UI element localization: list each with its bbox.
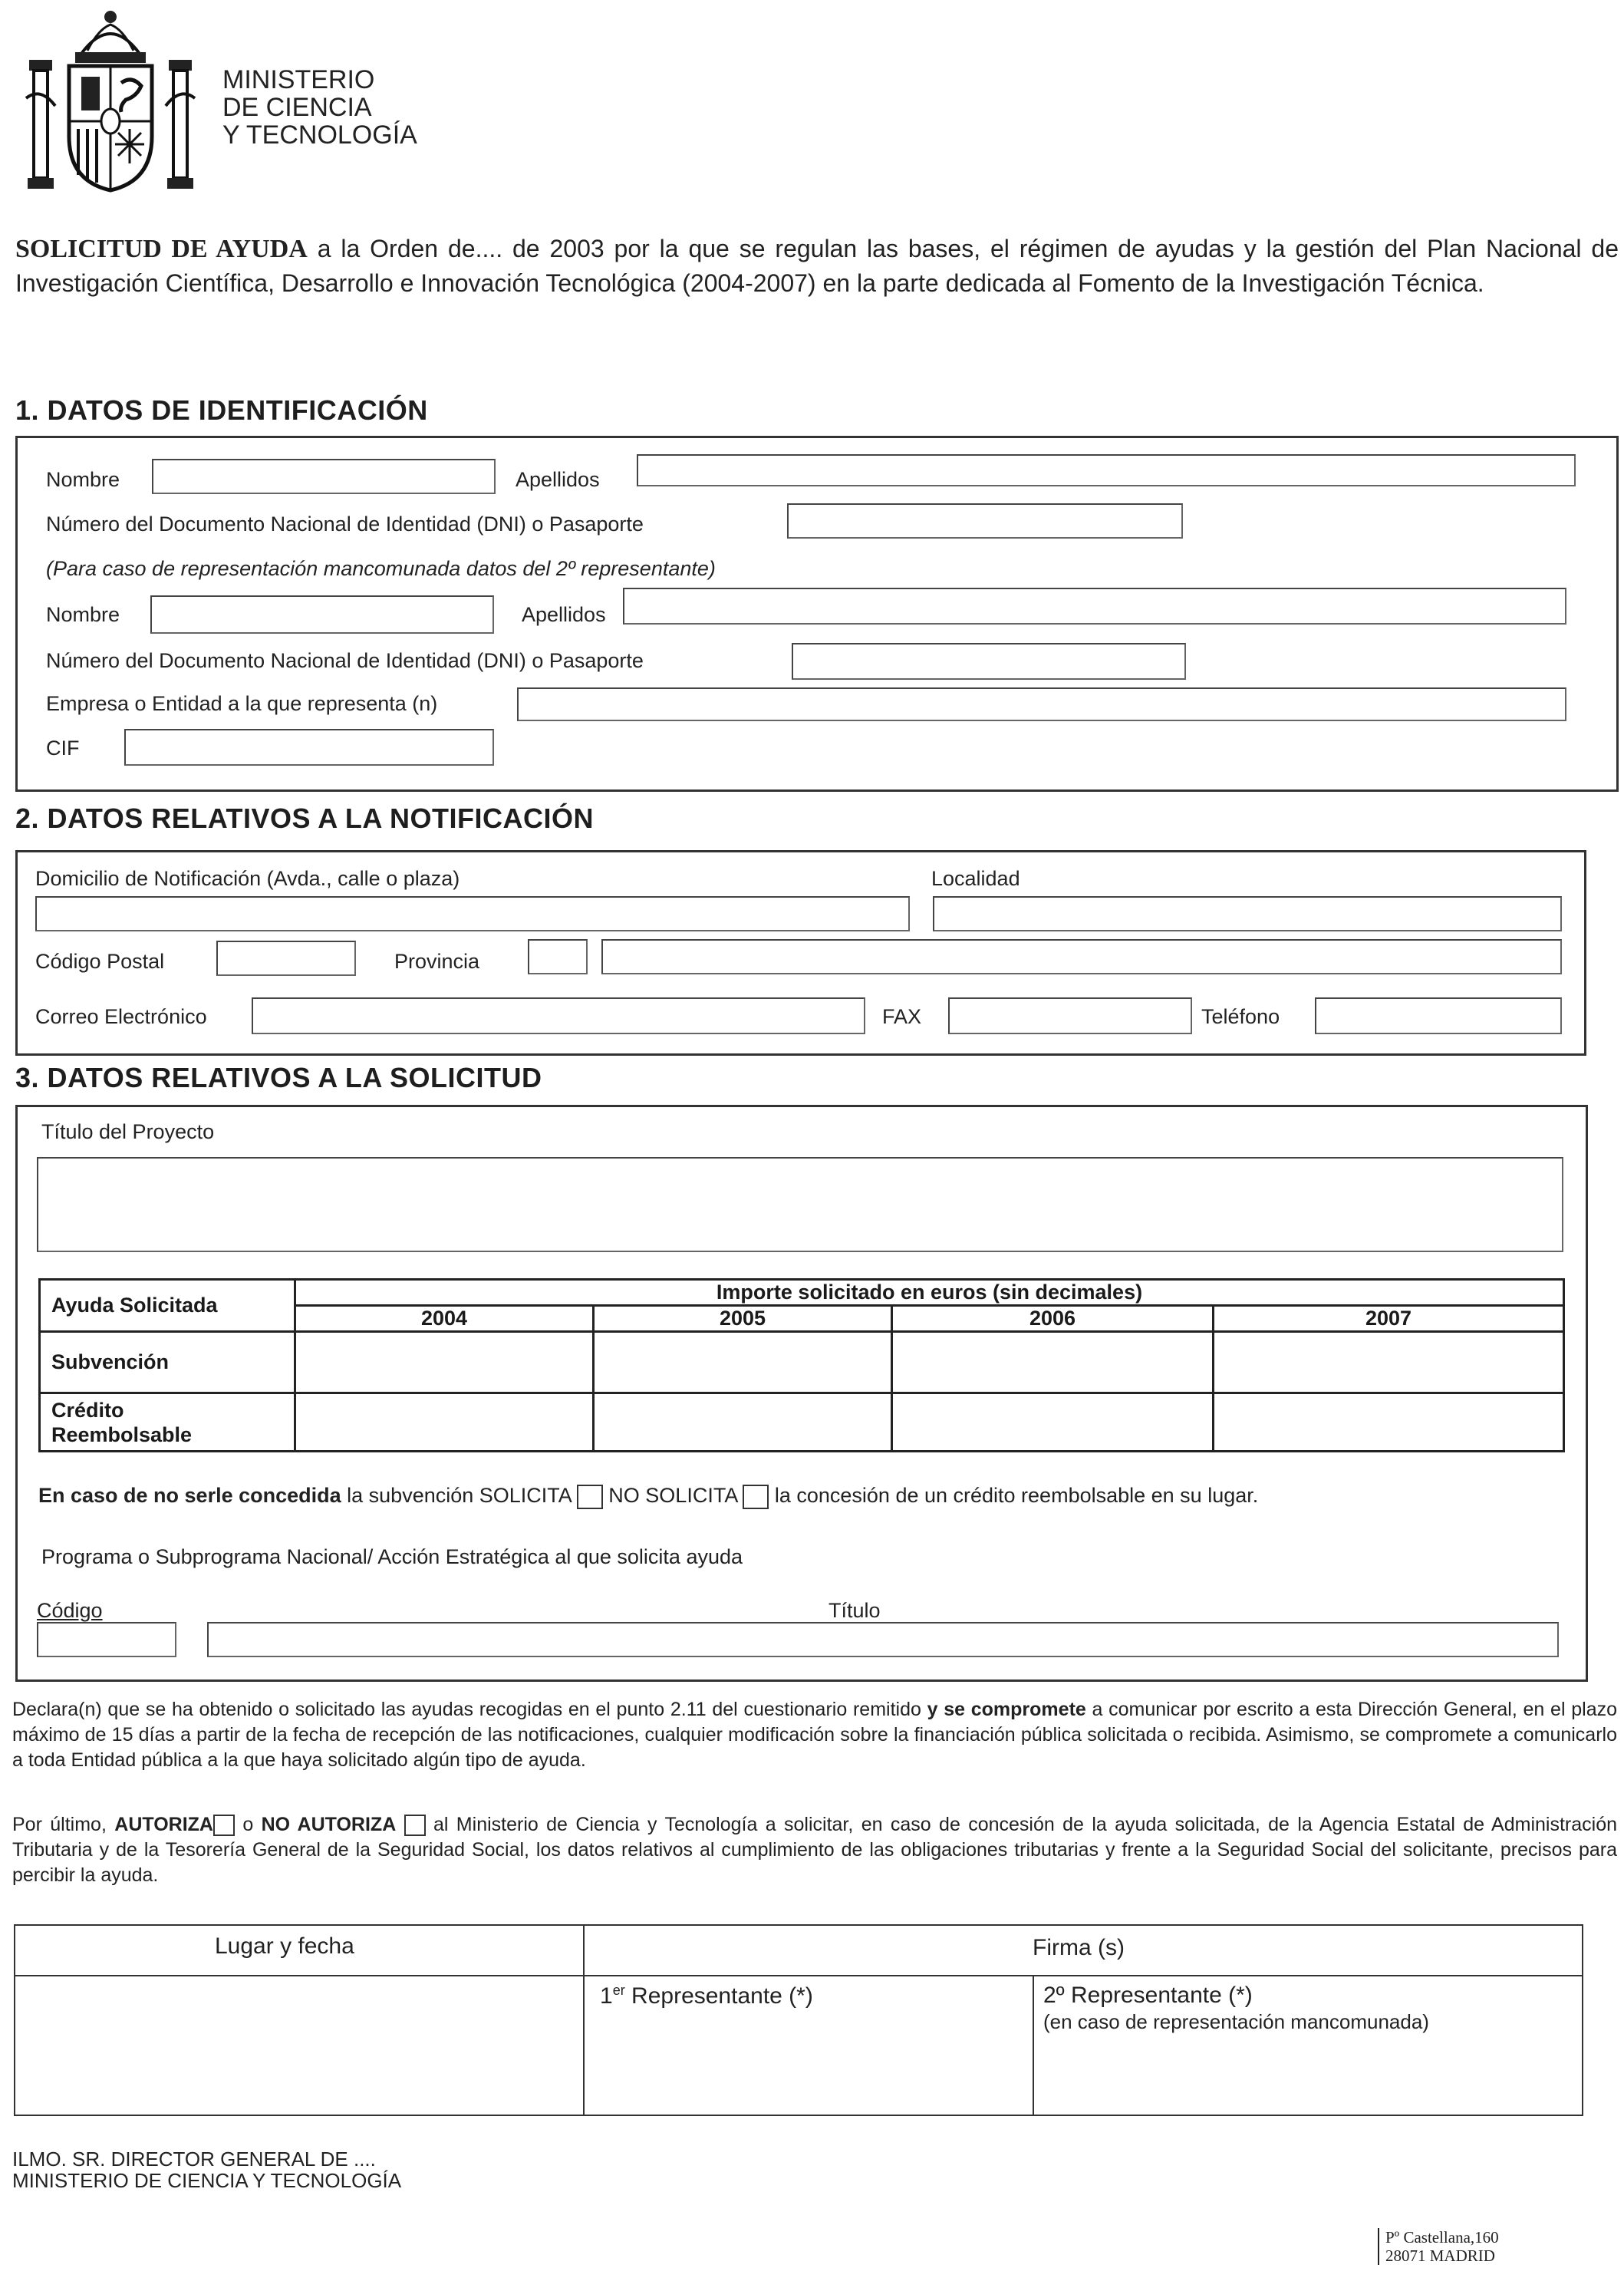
dni-label: Número del Documento Nacional de Identidad (DNI) o Pasaporte	[46, 513, 644, 536]
provincia-field[interactable]	[601, 939, 1562, 974]
apellidos-label: Apellidos	[516, 468, 600, 491]
section-3-title: 3. DATOS RELATIVOS A LA SOLICITUD	[15, 1062, 542, 1093]
titulo-proyecto-label: Título del Proyecto	[41, 1120, 215, 1143]
authorization-text-2: al Ministerio de Ciencia y Tecnología a solicitar, en caso de concesión de la ayuda solicitada, de la Agencia Estatal de Administración Tributaria y de la Tesorería General de la Seguridad Social, los datos relativos al cumplimiento de las obligaciones tributarias y frente a la Seguridad Social del solicitante, precisos para percibir la ayuda.	[12, 1814, 1618, 1886]
nombre-label: Nombre	[46, 468, 120, 491]
email-label: Correo Electrónico	[35, 1005, 207, 1028]
section-2-title: 2. DATOS RELATIVOS A LA NOTIFICACIÓN	[15, 803, 595, 834]
section-1-title: 1. DATOS DE IDENTIFICACIÓN	[15, 394, 428, 426]
ayuda-table	[38, 1278, 1565, 1452]
domicilio-label: Domicilio de Notificación (Avda., calle o plaza)	[35, 867, 460, 890]
year-header-2005: 2005	[594, 1306, 892, 1332]
rep2-signature-field[interactable]	[1036, 2041, 1580, 2113]
subvencion-2004-cell[interactable]	[295, 1332, 594, 1393]
provincia-code-field[interactable]	[528, 939, 588, 974]
titulo-field[interactable]	[207, 1622, 1559, 1657]
empresa-field[interactable]	[517, 687, 1566, 721]
addressee-line-2: MINISTERIO DE CIENCIA Y TECNOLOGÍA	[12, 2169, 402, 2192]
importe-header: Importe solicitado en euros (sin decimales)	[295, 1280, 1564, 1306]
rep1-label	[600, 1983, 813, 2009]
no-concedida-text-2: NO SOLICITA	[602, 1484, 743, 1507]
domicilio-field[interactable]	[35, 896, 910, 931]
no-autoriza-checkbox[interactable]	[404, 1815, 426, 1836]
declaration-paragraph	[12, 1697, 1617, 1773]
rep1-signature-field[interactable]	[586, 2018, 1031, 2113]
provincia-label: Provincia	[394, 950, 480, 973]
nombre2-field[interactable]	[150, 595, 494, 634]
dni-field[interactable]	[787, 503, 1183, 539]
codigo-postal-label: Código Postal	[35, 950, 165, 973]
no-concedida-text-1: la subvención SOLICITA	[341, 1484, 577, 1507]
rep1-text: Representante (*)	[624, 1983, 813, 2009]
declaration-bold: y se compromete	[927, 1699, 1086, 1720]
intro-paragraph	[15, 232, 1619, 300]
credito-2005-cell[interactable]	[594, 1393, 892, 1452]
row-credito-label-text: Crédito Reembolsable	[51, 1398, 193, 1446]
apellidos2-label: Apellidos	[522, 603, 606, 626]
rep1-sup: er	[612, 1983, 625, 1998]
localidad-field[interactable]	[933, 896, 1562, 931]
ministry-name	[222, 66, 417, 149]
no-concedida-text-3: la concesión de un crédito reembolsable en su lugar.	[769, 1484, 1259, 1507]
row-subvencion-label: Subvención	[40, 1332, 295, 1393]
ministry-line-3: Y TECNOLOGÍA	[222, 120, 417, 150]
ministry-line-2: DE CIENCIA	[222, 93, 372, 122]
nombre2-label: Nombre	[46, 603, 120, 626]
authorization-text-1: Por último,	[12, 1814, 115, 1835]
lugar-fecha-field[interactable]	[17, 1978, 581, 2113]
nombre-field[interactable]	[152, 459, 496, 494]
rep2-note: (en caso de representación mancomunada)	[1043, 2010, 1429, 2033]
intro-text: a la Orden de.... de 2003 por la que se regulan las bases, el régimen de ayudas y la gestión del Plan Nacional de Investigación Científica, Desarrollo e Innovación Tecnológica (2004-2007) en la parte dedicada al Fomento de la Investigación Técnica.	[15, 235, 1619, 297]
autoriza-checkbox[interactable]	[213, 1815, 235, 1836]
no-concedida-bold: En caso de no serle concedida	[38, 1484, 341, 1507]
no-solicita-checkbox[interactable]	[743, 1485, 769, 1509]
cif-field[interactable]	[124, 729, 494, 766]
address-line-2: 28071 MADRID	[1385, 2246, 1495, 2265]
address-line-1: Pº Castellana,160	[1385, 2228, 1499, 2246]
second-rep-note: (Para caso de representación mancomunada datos del 2º representante)	[46, 557, 716, 580]
row-credito-label	[40, 1393, 295, 1452]
empresa-label: Empresa o Entidad a la que representa (n)	[46, 692, 438, 715]
ministry-line-1: MINISTERIO	[222, 65, 375, 94]
ayuda-solicitada-header: Ayuda Solicitada	[40, 1280, 295, 1332]
intro-bold: SOLICITUD DE AYUDA	[15, 235, 308, 263]
fax-label: FAX	[882, 1005, 922, 1028]
no-concedida-line	[38, 1484, 1258, 1509]
declaration-text-2: a comunicar por escrito a esta Dirección General, en el plazo máximo de 15 días a partir de la fecha de recepción de las notificaciones, cualquier modificación sobre la financiación pública solicitada o recibida. Asimismo, se compromete a comunicarlo a toda Entidad pública a la que haya solicitado algún tipo de ayuda.	[12, 1699, 1618, 1771]
solicita-checkbox[interactable]	[577, 1485, 603, 1509]
subvencion-2006-cell[interactable]	[892, 1332, 1214, 1393]
lugar-fecha-label: Lugar y fecha	[215, 1933, 354, 1959]
coat-of-arms-logo	[21, 6, 199, 198]
telefono-label: Teléfono	[1201, 1005, 1280, 1028]
autoriza-label: AUTORIZA	[114, 1814, 213, 1835]
addressee-line-1: ILMO. SR. DIRECTOR GENERAL DE ....	[12, 2148, 376, 2171]
localidad-label: Localidad	[931, 867, 1020, 890]
no-autoriza-label: NO AUTORIZA	[261, 1814, 397, 1835]
signature-vdivider	[583, 1924, 585, 2116]
rep1-num: 1	[600, 1983, 613, 2009]
subvencion-2005-cell[interactable]	[594, 1332, 892, 1393]
subvencion-2007-cell[interactable]	[1214, 1332, 1564, 1393]
year-header-2007: 2007	[1214, 1306, 1564, 1332]
authorization-text-o: o	[234, 1814, 262, 1835]
year-header-2004: 2004	[295, 1306, 594, 1332]
declaration-text-1: Declara(n) que se ha obtenido o solicitado las ayudas recogidas en el punto 2.11 del cuestionario remitido	[12, 1699, 927, 1720]
email-field[interactable]	[252, 997, 865, 1034]
codigo-postal-field[interactable]	[216, 941, 356, 976]
programa-label: Programa o Subprograma Nacional/ Acción Estratégica al que solicita ayuda	[41, 1545, 743, 1568]
addressee	[12, 2148, 401, 2191]
credito-2004-cell[interactable]	[295, 1393, 594, 1452]
telefono-field[interactable]	[1315, 997, 1562, 1034]
codigo-label: Código	[37, 1599, 103, 1622]
dni2-label: Número del Documento Nacional de Identidad (DNI) o Pasaporte	[46, 649, 644, 672]
authorization-paragraph	[12, 1812, 1617, 1888]
cif-label: CIF	[46, 737, 80, 760]
rep2-label: 2º Representante (*)	[1043, 1983, 1253, 2008]
titulo-label: Título	[828, 1599, 881, 1622]
year-header-2006: 2006	[892, 1306, 1214, 1332]
firma-label: Firma (s)	[1033, 1935, 1125, 1960]
credito-2007-cell[interactable]	[1214, 1393, 1564, 1452]
codigo-field[interactable]	[37, 1622, 176, 1657]
signature-vdivider-2	[1033, 1975, 1034, 2116]
apellidos2-field[interactable]	[623, 588, 1566, 625]
dni2-field[interactable]	[792, 643, 1186, 680]
fax-field[interactable]	[948, 997, 1192, 1034]
address-block	[1378, 2228, 1499, 2265]
titulo-proyecto-field[interactable]	[37, 1157, 1563, 1252]
signature-hdivider	[14, 1975, 1583, 1976]
apellidos-field[interactable]	[637, 454, 1576, 486]
credito-2006-cell[interactable]	[892, 1393, 1214, 1452]
